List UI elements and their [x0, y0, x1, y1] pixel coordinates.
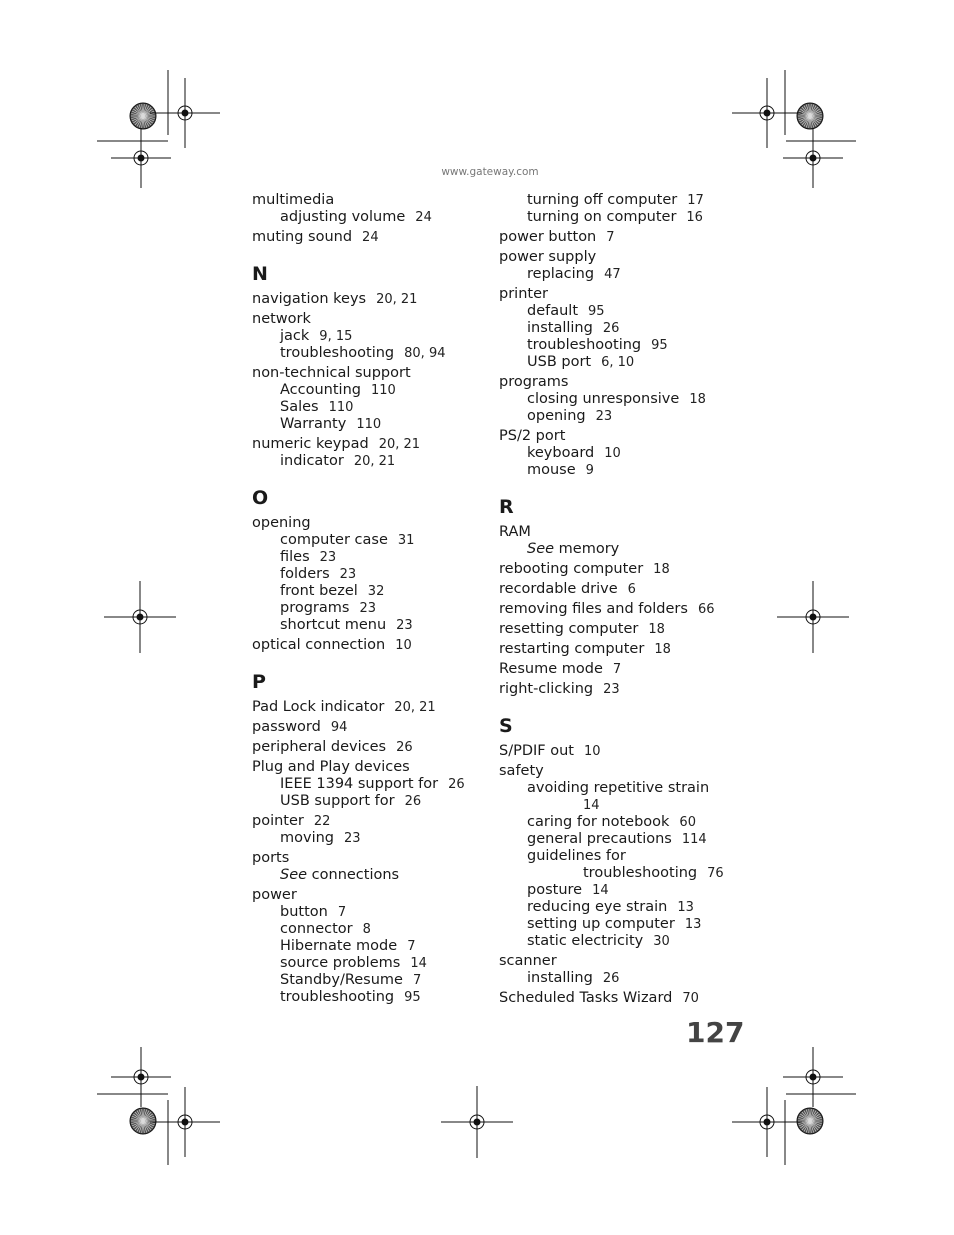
entry-term: keyboard [527, 445, 595, 461]
entry-term: default [527, 303, 579, 319]
index-subentry [252, 453, 492, 470]
page-reference: 23 [595, 409, 613, 424]
page-reference: 95 [651, 338, 668, 353]
index-subentry [252, 345, 492, 362]
entry-term: multimedia [252, 192, 335, 208]
section-letter: R [499, 496, 514, 518]
index-subentry [252, 617, 492, 634]
page-reference: 23 [396, 618, 413, 633]
entry-term: recordable drive [499, 581, 618, 597]
entry-term: pointer [252, 813, 304, 829]
crosshair-mark [732, 78, 802, 148]
entry-term: ports [252, 850, 290, 866]
entry-term: peripheral devices [252, 739, 387, 755]
entry-term: indicator [280, 453, 344, 469]
entry-term: rebooting computer [499, 561, 644, 577]
entry-term: installing [527, 970, 593, 986]
entry-term: USB support for [280, 793, 395, 809]
index-entry [499, 763, 739, 780]
page-reference: 110 [356, 417, 382, 432]
entry-term: network [252, 311, 311, 327]
index-entry [499, 428, 739, 445]
page-reference: 8 [362, 922, 371, 937]
page-reference: 23 [603, 682, 620, 697]
page-reference: 23 [339, 567, 357, 582]
index-subentry [252, 209, 492, 226]
index-column-right [499, 192, 739, 1007]
index-subentry [499, 320, 739, 337]
index-subentry [252, 904, 492, 921]
entry-term: replacing [527, 266, 595, 282]
entry-term: removing files and folders [499, 601, 688, 617]
crosshair-mark [783, 1047, 843, 1107]
entry-term: moving [280, 830, 334, 846]
index-subentry [499, 354, 739, 371]
page-reference: 13 [677, 900, 694, 915]
index-subentry [499, 209, 739, 226]
index-subentry [499, 337, 739, 354]
crosshair-mark [111, 1047, 171, 1107]
crosshair-mark [150, 1087, 220, 1157]
index-entry [252, 436, 492, 453]
index-subentry [252, 972, 492, 989]
entry-term: printer [499, 286, 548, 302]
index-entry [252, 887, 492, 904]
index-subentry [252, 532, 492, 549]
entry-term: Warranty [280, 416, 347, 432]
entry-term: power supply [499, 249, 597, 265]
index-entry [499, 681, 739, 698]
page-reference: 20, 21 [378, 437, 421, 452]
page-reference: 32 [367, 584, 385, 599]
page-reference: 22 [313, 814, 331, 829]
index-entry [499, 561, 739, 578]
page-reference: 24 [362, 230, 379, 245]
entry-term: USB port [527, 354, 592, 370]
index-subentry [252, 938, 492, 955]
entry-term: connections [311, 867, 400, 883]
page-reference: 10 [395, 638, 412, 653]
page-reference: 76 [707, 866, 724, 881]
index-entry [252, 192, 492, 209]
page-reference: 7 [606, 230, 615, 245]
page-reference: 18 [654, 642, 671, 657]
index-entry [252, 699, 492, 716]
page-reference: 14 [592, 883, 609, 898]
page-reference: 95 [588, 304, 605, 319]
entry-term: files [280, 549, 310, 565]
entry-term: safety [499, 763, 544, 779]
index-subentry [252, 793, 492, 810]
entry-term: navigation keys [252, 291, 367, 307]
page-reference: 20, 21 [394, 700, 436, 715]
page-reference: 7 [612, 662, 622, 677]
crosshair-mark [111, 128, 171, 188]
entry-term: caring for notebook [527, 814, 670, 830]
page-reference: 95 [404, 990, 421, 1005]
index-entry [499, 374, 739, 391]
index-entry [252, 291, 492, 308]
index-subentry [499, 916, 739, 933]
entry-term: Pad Lock indicator [252, 699, 385, 715]
entry-term: reducing eye strain [527, 899, 668, 915]
index-subentry [252, 776, 492, 793]
section-letter: P [252, 671, 266, 693]
index-entry [499, 953, 739, 970]
page-reference: 7 [407, 939, 416, 954]
entry-term: scanner [499, 953, 557, 969]
index-entry [252, 739, 492, 756]
page-reference: 17 [687, 193, 704, 208]
section-letter: N [252, 263, 268, 285]
entry-term: opening [252, 515, 311, 531]
index-subentry [499, 848, 739, 865]
entry-term: PS/2 port [499, 428, 566, 444]
index-subentry [252, 989, 492, 1006]
index-entry [252, 813, 492, 830]
entry-term: troubleshooting [527, 337, 642, 353]
page-reference: 9 [585, 463, 594, 478]
page-reference: 26 [404, 794, 422, 809]
entry-term: memory [558, 541, 620, 557]
index-entry [252, 637, 492, 654]
page-reference: 7 [337, 905, 347, 920]
entry-term: non-technical support [252, 365, 411, 381]
entry-term: opening [527, 408, 586, 424]
page-reference: 18 [648, 622, 665, 637]
index-entry [499, 601, 739, 618]
index-subentry [499, 462, 739, 479]
entry-term: shortcut menu [280, 617, 387, 633]
crosshair-mark [777, 581, 849, 653]
see-reference: See [280, 867, 308, 883]
header-url: www.gateway.com [441, 166, 539, 178]
index-entry [252, 311, 492, 328]
entry-term: front bezel [280, 583, 358, 599]
entry-term: troubleshooting [583, 865, 698, 881]
index-entry [499, 661, 739, 678]
page-reference: 14 [583, 798, 600, 813]
index-subentry [252, 566, 492, 583]
page-reference: 114 [681, 832, 707, 847]
entry-term: computer case [280, 532, 388, 548]
entry-term: IEEE 1394 support for [280, 776, 439, 792]
page-reference: 26 [602, 971, 620, 986]
entry-term: connector [280, 921, 353, 937]
page-reference: 31 [397, 533, 415, 548]
index-entry [499, 524, 739, 541]
entry-term: posture [527, 882, 583, 898]
page-reference: 94 [330, 720, 348, 735]
entry-term: source problems [280, 955, 401, 971]
index-entry [252, 759, 492, 776]
entry-term: button [280, 904, 328, 920]
entry-term: S/PDIF out [499, 743, 574, 759]
index-entry [499, 229, 739, 246]
section-letter: S [499, 715, 513, 737]
index-subentry [499, 445, 739, 462]
entry-term: avoiding repetitive strain [527, 780, 710, 796]
entry-term: static electricity [527, 933, 644, 949]
index-subentry [499, 831, 739, 848]
index-subentry [499, 865, 739, 882]
page-reference: 20, 21 [376, 292, 418, 307]
entry-term: Resume mode [499, 661, 603, 677]
index-subentry [252, 600, 492, 617]
index-subentry [499, 933, 739, 950]
index-entry [499, 621, 739, 638]
page-reference: 10 [583, 744, 601, 759]
page-reference: 13 [684, 917, 702, 932]
index-entry [499, 743, 739, 760]
index-subentry [252, 399, 492, 416]
index-subentry [499, 391, 739, 408]
entry-term: right-clicking [499, 681, 594, 697]
entry-term: installing [527, 320, 593, 336]
entry-term: general precautions [527, 831, 672, 847]
entry-term: power button [499, 229, 597, 245]
page-reference: 14 [410, 956, 427, 971]
page-reference: 23 [359, 601, 376, 616]
index-subentry [499, 882, 739, 899]
page-reference: 30 [653, 934, 670, 949]
index-subentry [499, 899, 739, 916]
page-reference: 47 [604, 267, 621, 282]
registration-target [797, 1108, 823, 1134]
index-entry [499, 990, 739, 1007]
page-reference: 16 [686, 210, 703, 225]
index-entry [252, 515, 492, 532]
index-subentry [252, 416, 492, 433]
crosshair-mark [150, 78, 220, 148]
page-reference: 26 [396, 740, 413, 755]
entry-term: power [252, 887, 297, 903]
index-subentry [252, 549, 492, 566]
index-entry [252, 229, 492, 246]
entry-term: programs [280, 600, 350, 616]
registration-target [797, 103, 823, 129]
entry-term: numeric keypad [252, 436, 369, 452]
index-subentry [499, 303, 739, 320]
entry-term: guidelines for [527, 848, 626, 864]
entry-term: Scheduled Tasks Wizard [499, 990, 673, 1006]
page-reference: 60 [679, 815, 696, 830]
index-entry [252, 365, 492, 382]
entry-term: mouse [527, 462, 576, 478]
registration-target [130, 1108, 156, 1134]
index-entry [499, 581, 739, 598]
page-reference: 18 [653, 562, 670, 577]
index-subentry [252, 583, 492, 600]
entry-term: Accounting [280, 382, 361, 398]
entry-term: troubleshooting [280, 989, 395, 1005]
index-entry [252, 850, 492, 867]
section-letter: O [252, 487, 269, 509]
index-subentry [499, 541, 739, 558]
entry-term: jack [280, 328, 310, 344]
entry-term: troubleshooting [280, 345, 395, 361]
index-subentry [499, 192, 739, 209]
index-subentry [499, 408, 739, 425]
index-entry [499, 249, 739, 266]
page-reference: 66 [697, 602, 715, 617]
index-subentry [252, 867, 492, 884]
page-reference: 23 [344, 831, 361, 846]
page-reference: 9, 15 [319, 329, 353, 344]
index-subentry [252, 921, 492, 938]
index-entry [499, 641, 739, 658]
index-subentry [499, 970, 739, 987]
entry-term: resetting computer [499, 621, 639, 637]
index-entry [252, 719, 492, 736]
entry-term: restarting computer [499, 641, 645, 657]
page-reference: 20, 21 [353, 454, 396, 469]
registration-target [130, 103, 156, 129]
entry-term: RAM [499, 524, 531, 540]
entry-term: password [252, 719, 321, 735]
see-reference: See [527, 541, 555, 557]
page-number: 127 [686, 1016, 745, 1049]
page-reference: 24 [415, 210, 432, 225]
crosshair-mark [783, 128, 843, 188]
index-subentry [499, 780, 739, 797]
index-subentry [252, 328, 492, 345]
entry-term: turning on computer [527, 209, 677, 225]
crosshair-mark [104, 581, 176, 653]
entry-term: closing unresponsive [527, 391, 680, 407]
entry-term: programs [499, 374, 569, 390]
entry-term: Hibernate mode [280, 938, 398, 954]
page-reference: 10 [604, 446, 621, 461]
page-reference: 110 [370, 383, 396, 398]
entry-term: optical connection [252, 637, 386, 653]
page-reference: 80, 94 [404, 346, 446, 361]
entry-term: setting up computer [527, 916, 675, 932]
page-reference: 6, 10 [601, 355, 635, 370]
index-subentry [252, 955, 492, 972]
page-reference: 70 [682, 991, 699, 1006]
entry-term: turning off computer [527, 192, 678, 208]
index-subentry [252, 382, 492, 399]
page-reference: 7 [412, 973, 422, 988]
index-subentry [499, 797, 739, 814]
page-reference: 26 [448, 777, 465, 792]
index-column-left [252, 192, 492, 1006]
entry-term: folders [280, 566, 330, 582]
page-reference: 18 [689, 392, 706, 407]
index-subentry [499, 814, 739, 831]
page-reference: 23 [319, 550, 337, 565]
crosshair-mark [732, 1087, 802, 1157]
page-reference: 110 [328, 400, 354, 415]
crosshair-mark [441, 1086, 513, 1158]
index-subentry [252, 830, 492, 847]
index-entry [499, 286, 739, 303]
entry-term: adjusting volume [280, 209, 406, 225]
index-subentry [499, 266, 739, 283]
entry-term: Standby/Resume [280, 972, 403, 988]
entry-term: muting sound [252, 229, 353, 245]
entry-term: Plug and Play devices [252, 759, 410, 775]
entry-term: Sales [280, 399, 319, 415]
page-reference: 6 [627, 582, 636, 597]
page-reference: 26 [602, 321, 620, 336]
